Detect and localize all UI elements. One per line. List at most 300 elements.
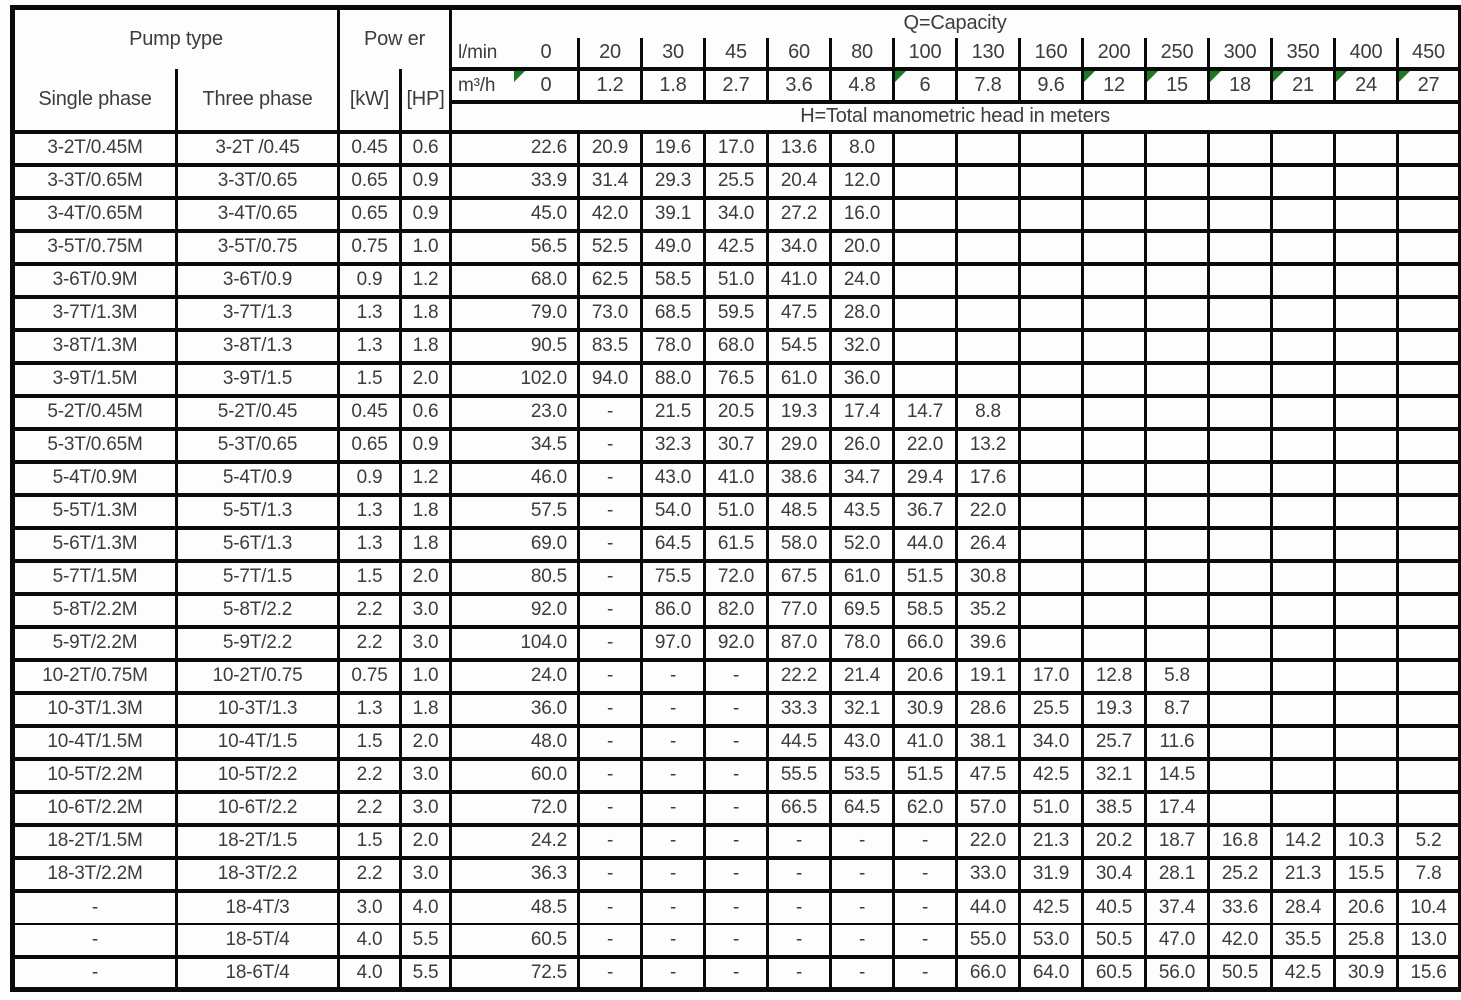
- head-value-cell: [1209, 264, 1272, 297]
- head-value-cell: [1146, 462, 1209, 495]
- head-value-cell: [1398, 726, 1461, 759]
- head-value-cell: [1335, 264, 1398, 297]
- head-value-cell: 32.0: [831, 330, 894, 363]
- hp-cell: 1.8: [401, 495, 451, 528]
- head-value-cell: [1083, 165, 1146, 198]
- head-value-cell: [1146, 396, 1209, 429]
- head-value-cell: 28.6: [957, 693, 1020, 726]
- single-phase-cell: 3-5T/0.75M: [13, 231, 177, 264]
- head-value-cell: [1146, 132, 1209, 165]
- head-value-cell: [1209, 132, 1272, 165]
- head-value-cell: [1209, 396, 1272, 429]
- head-value-cell: [1209, 528, 1272, 561]
- table-row: [13, 759, 1461, 792]
- head-value-cell: 13.2: [957, 429, 1020, 462]
- head-value-cell: -: [768, 858, 831, 891]
- single-phase-cell: 5-4T/0.9M: [13, 462, 177, 495]
- head-value-cell: 50.5: [1083, 924, 1146, 957]
- hp-cell: 1.0: [401, 231, 451, 264]
- head-value-cell: [1020, 297, 1083, 330]
- head-value-cell: 37.4: [1146, 891, 1209, 924]
- head-value-cell: [1209, 231, 1272, 264]
- table-row: [13, 165, 1461, 198]
- head-value-cell: [1146, 363, 1209, 396]
- head-value-cell: 30.9: [1335, 957, 1398, 990]
- head-value-cell: [894, 363, 957, 396]
- head-value-cell: -: [894, 957, 957, 990]
- head-value-cell: [1083, 495, 1146, 528]
- head-value-cell: 39.1: [642, 198, 705, 231]
- m3h-value-cell: [1083, 69, 1146, 102]
- head-value-cell: 50.5: [1209, 957, 1272, 990]
- head-value-cell: 18.7: [1146, 825, 1209, 858]
- head-value-cell: [1083, 132, 1146, 165]
- single-phase-cell: 10-3T/1.3M: [13, 693, 177, 726]
- three-phase-cell: 18-5T/4: [177, 924, 339, 957]
- head-value-cell: [1335, 594, 1398, 627]
- head-value-cell: -: [831, 957, 894, 990]
- head-value-cell: 34.7: [831, 462, 894, 495]
- head-value-cell: [894, 165, 957, 198]
- head-value-cell: [1335, 660, 1398, 693]
- head-value-cell: 10.3: [1335, 825, 1398, 858]
- single-phase-cell: 5-6T/1.3M: [13, 528, 177, 561]
- head-value-cell: 59.5: [705, 297, 768, 330]
- head-value-cell: -: [705, 693, 768, 726]
- single-phase-cell: 18-2T/1.5M: [13, 825, 177, 858]
- head-value-cell: 17.4: [1146, 792, 1209, 825]
- single-phase-cell: 10-6T/2.2M: [13, 792, 177, 825]
- head-value-cell: 35.2: [957, 594, 1020, 627]
- table-row: [13, 264, 1461, 297]
- head-value-cell: [957, 363, 1020, 396]
- m3h-value: 2.7: [722, 73, 750, 96]
- head-value-cell: [1209, 561, 1272, 594]
- head-value-cell: 17.0: [1020, 660, 1083, 693]
- kw-cell: 0.9: [339, 264, 401, 297]
- head-value-cell: 32.1: [1083, 759, 1146, 792]
- table-row: [13, 924, 1461, 957]
- hp-cell: 0.6: [401, 132, 451, 165]
- kw-cell: 0.65: [339, 429, 401, 462]
- table-row: [13, 957, 1461, 990]
- head-value-cell: [1020, 231, 1083, 264]
- head-units-header: H=Total manometric head in meters: [451, 102, 1461, 132]
- head-value-cell: 24.0: [831, 264, 894, 297]
- head-value-cell: 33.9: [451, 165, 579, 198]
- head-value-cell: [1398, 198, 1461, 231]
- head-value-cell: [1209, 330, 1272, 363]
- head-value-cell: 72.5: [451, 957, 579, 990]
- head-value-cell: [1398, 693, 1461, 726]
- head-value-cell: 51.0: [705, 495, 768, 528]
- m3h-zero-value: 0: [540, 73, 552, 96]
- single-phase-header: Single phase: [13, 69, 177, 132]
- m3h-value: 9.6: [1037, 73, 1065, 96]
- head-value-cell: 5.8: [1146, 660, 1209, 693]
- head-value-cell: 22.2: [768, 660, 831, 693]
- head-value-cell: -: [831, 924, 894, 957]
- head-value-cell: [1398, 429, 1461, 462]
- table-row: [13, 660, 1461, 693]
- head-value-cell: 30.8: [957, 561, 1020, 594]
- head-value-cell: [1335, 132, 1398, 165]
- head-value-cell: -: [579, 825, 642, 858]
- three-phase-cell: 5-6T/1.3: [177, 528, 339, 561]
- three-phase-cell: 18-4T/3: [177, 891, 339, 924]
- hp-cell: 0.9: [401, 165, 451, 198]
- head-value-cell: [894, 132, 957, 165]
- head-value-cell: [1020, 528, 1083, 561]
- m3h-value-cell: [1209, 69, 1272, 102]
- kw-cell: 1.3: [339, 693, 401, 726]
- head-value-cell: 36.0: [451, 693, 579, 726]
- head-value-cell: 68.0: [451, 264, 579, 297]
- head-value-cell: [1146, 627, 1209, 660]
- head-value-cell: 12.0: [831, 165, 894, 198]
- head-value-cell: [1272, 561, 1335, 594]
- three-phase-cell: 5-4T/0.9: [177, 462, 339, 495]
- head-value-cell: [894, 198, 957, 231]
- head-value-cell: [1272, 660, 1335, 693]
- single-phase-cell: 5-2T/0.45M: [13, 396, 177, 429]
- head-value-cell: -: [579, 924, 642, 957]
- head-value-cell: [1272, 594, 1335, 627]
- head-value-cell: 22.0: [894, 429, 957, 462]
- single-phase-cell: 3-2T/0.45M: [13, 132, 177, 165]
- head-value-cell: 47.5: [957, 759, 1020, 792]
- head-value-cell: 25.8: [1335, 924, 1398, 957]
- head-value-cell: 88.0: [642, 363, 705, 396]
- head-value-cell: [1146, 429, 1209, 462]
- head-value-cell: 68.5: [642, 297, 705, 330]
- head-value-cell: 24.0: [451, 660, 579, 693]
- single-phase-cell: 5-7T/1.5M: [13, 561, 177, 594]
- head-value-cell: [1398, 264, 1461, 297]
- head-value-cell: [1272, 792, 1335, 825]
- kw-cell: 1.3: [339, 495, 401, 528]
- head-value-cell: -: [642, 693, 705, 726]
- lmin-value-cell: 130: [957, 38, 1020, 69]
- three-phase-cell: 3-6T/0.9: [177, 264, 339, 297]
- head-value-cell: [1083, 528, 1146, 561]
- head-value-cell: [1398, 363, 1461, 396]
- table-row: [13, 495, 1461, 528]
- head-value-cell: 22.6: [451, 132, 579, 165]
- head-value-cell: 22.0: [957, 495, 1020, 528]
- three-phase-cell: 3-8T/1.3: [177, 330, 339, 363]
- head-value-cell: [1335, 693, 1398, 726]
- head-value-cell: [1083, 231, 1146, 264]
- head-value-cell: -: [642, 858, 705, 891]
- head-value-cell: 44.5: [768, 726, 831, 759]
- head-value-cell: -: [705, 924, 768, 957]
- lmin-value-cell: 350: [1272, 38, 1335, 69]
- head-value-cell: -: [831, 825, 894, 858]
- head-value-cell: [1272, 198, 1335, 231]
- head-value-cell: 24.2: [451, 825, 579, 858]
- head-value-cell: [1272, 297, 1335, 330]
- head-value-cell: 36.0: [831, 363, 894, 396]
- head-value-cell: [1272, 726, 1335, 759]
- head-value-cell: 41.0: [768, 264, 831, 297]
- head-value-cell: -: [642, 726, 705, 759]
- head-value-cell: 48.0: [451, 726, 579, 759]
- head-value-cell: 14.5: [1146, 759, 1209, 792]
- head-value-cell: [1020, 165, 1083, 198]
- head-value-cell: [957, 231, 1020, 264]
- m3h-value-cell: [894, 69, 957, 102]
- m3h-value: 1.8: [659, 73, 687, 96]
- hp-cell: 1.0: [401, 660, 451, 693]
- head-value-cell: [894, 297, 957, 330]
- head-value-cell: 43.5: [831, 495, 894, 528]
- head-value-cell: 82.0: [705, 594, 768, 627]
- head-value-cell: -: [831, 858, 894, 891]
- head-value-cell: 52.5: [579, 231, 642, 264]
- head-value-cell: 47.5: [768, 297, 831, 330]
- head-value-cell: 55.5: [768, 759, 831, 792]
- head-value-cell: [1146, 165, 1209, 198]
- head-value-cell: [1398, 528, 1461, 561]
- head-value-cell: 20.9: [579, 132, 642, 165]
- head-value-cell: 15.5: [1335, 858, 1398, 891]
- head-value-cell: 64.0: [1020, 957, 1083, 990]
- single-phase-cell: 5-8T/2.2M: [13, 594, 177, 627]
- head-value-cell: [1083, 561, 1146, 594]
- head-value-cell: [1209, 363, 1272, 396]
- head-value-cell: 55.0: [957, 924, 1020, 957]
- head-value-cell: [1272, 363, 1335, 396]
- kw-cell: 2.2: [339, 858, 401, 891]
- head-value-cell: -: [579, 957, 642, 990]
- head-value-cell: [1398, 165, 1461, 198]
- head-value-cell: 56.5: [451, 231, 579, 264]
- hp-cell: 4.0: [401, 891, 451, 924]
- head-value-cell: [894, 330, 957, 363]
- head-value-cell: 44.0: [894, 528, 957, 561]
- hp-cell: 3.0: [401, 759, 451, 792]
- head-value-cell: 31.9: [1020, 858, 1083, 891]
- head-value-cell: [1335, 363, 1398, 396]
- head-value-cell: [1020, 429, 1083, 462]
- head-value-cell: [1335, 627, 1398, 660]
- single-phase-cell: 3-7T/1.3M: [13, 297, 177, 330]
- head-value-cell: 31.4: [579, 165, 642, 198]
- head-value-cell: [1335, 429, 1398, 462]
- lmin-value-cell: 200: [1083, 38, 1146, 69]
- head-value-cell: 53.5: [831, 759, 894, 792]
- head-value-cell: 13.0: [1398, 924, 1461, 957]
- head-value-cell: [957, 264, 1020, 297]
- head-value-cell: [1083, 330, 1146, 363]
- table-row: [13, 231, 1461, 264]
- head-value-cell: [1020, 132, 1083, 165]
- kw-cell: 1.5: [339, 561, 401, 594]
- head-value-cell: 34.0: [768, 231, 831, 264]
- head-value-cell: [1083, 396, 1146, 429]
- three-phase-cell: 3-5T/0.75: [177, 231, 339, 264]
- table-row: [13, 627, 1461, 660]
- three-phase-cell: 3-9T/1.5: [177, 363, 339, 396]
- head-value-cell: [1020, 363, 1083, 396]
- head-value-cell: -: [768, 924, 831, 957]
- table-row: [13, 858, 1461, 891]
- m3h-value-cell: [1146, 69, 1209, 102]
- table-row: [13, 330, 1461, 363]
- head-value-cell: 16.8: [1209, 825, 1272, 858]
- head-value-cell: -: [894, 825, 957, 858]
- head-value-cell: [1335, 231, 1398, 264]
- head-value-cell: 22.0: [957, 825, 1020, 858]
- head-value-cell: 30.4: [1083, 858, 1146, 891]
- head-value-cell: 86.0: [642, 594, 705, 627]
- head-value-cell: 102.0: [451, 363, 579, 396]
- head-value-cell: 30.7: [705, 429, 768, 462]
- m3h-value: 12: [1103, 73, 1125, 96]
- head-value-cell: [1335, 792, 1398, 825]
- head-value-cell: [1209, 165, 1272, 198]
- table-row: [13, 825, 1461, 858]
- single-phase-cell: 5-9T/2.2M: [13, 627, 177, 660]
- head-value-cell: -: [768, 957, 831, 990]
- three-phase-cell: 5-3T/0.65: [177, 429, 339, 462]
- single-phase-cell: 10-5T/2.2M: [13, 759, 177, 792]
- head-value-cell: -: [705, 792, 768, 825]
- table-row: [13, 891, 1461, 924]
- head-value-cell: -: [579, 429, 642, 462]
- head-value-cell: 72.0: [705, 561, 768, 594]
- m3h-value-cell: [1020, 69, 1083, 102]
- head-value-cell: 66.5: [768, 792, 831, 825]
- head-value-cell: 20.6: [894, 660, 957, 693]
- head-value-cell: [1209, 297, 1272, 330]
- head-value-cell: 42.5: [1020, 891, 1083, 924]
- head-value-cell: [1146, 495, 1209, 528]
- hp-cell: 2.0: [401, 825, 451, 858]
- head-value-cell: 16.0: [831, 198, 894, 231]
- head-value-cell: 51.0: [1020, 792, 1083, 825]
- head-value-cell: 29.4: [894, 462, 957, 495]
- head-value-cell: -: [642, 924, 705, 957]
- three-phase-cell: 5-7T/1.5: [177, 561, 339, 594]
- q-capacity-header: Q=Capacity: [451, 8, 1461, 38]
- head-value-cell: 19.1: [957, 660, 1020, 693]
- head-value-cell: [1272, 330, 1335, 363]
- head-value-cell: 35.5: [1272, 924, 1335, 957]
- head-value-cell: 14.7: [894, 396, 957, 429]
- head-value-cell: [1272, 693, 1335, 726]
- cell-flag-triangle-icon: [1147, 71, 1158, 82]
- head-value-cell: [1398, 627, 1461, 660]
- kw-cell: 0.75: [339, 660, 401, 693]
- head-value-cell: -: [579, 462, 642, 495]
- head-value-cell: 20.4: [768, 165, 831, 198]
- head-value-cell: [1209, 429, 1272, 462]
- head-value-cell: 60.0: [451, 759, 579, 792]
- head-value-cell: [1272, 231, 1335, 264]
- lmin-value-cell: 250: [1146, 38, 1209, 69]
- lmin-value-cell: 300: [1209, 38, 1272, 69]
- single-phase-cell: -: [13, 924, 177, 957]
- head-value-cell: 61.5: [705, 528, 768, 561]
- table-row: [13, 396, 1461, 429]
- head-value-cell: -: [579, 396, 642, 429]
- lmin-value-cell: 30: [642, 38, 705, 69]
- head-value-cell: 47.0: [1146, 924, 1209, 957]
- head-value-cell: [1209, 660, 1272, 693]
- kw-cell: 1.5: [339, 726, 401, 759]
- head-value-cell: 38.1: [957, 726, 1020, 759]
- head-value-cell: 51.0: [705, 264, 768, 297]
- head-value-cell: 62.0: [894, 792, 957, 825]
- table-row: [13, 726, 1461, 759]
- cell-flag-triangle-icon: [1084, 71, 1095, 82]
- pump-capacity-table: [10, 5, 1461, 992]
- head-value-cell: 104.0: [451, 627, 579, 660]
- head-value-cell: 78.0: [831, 627, 894, 660]
- head-value-cell: 28.0: [831, 297, 894, 330]
- head-value-cell: -: [579, 792, 642, 825]
- three-phase-cell: 10-5T/2.2: [177, 759, 339, 792]
- kw-cell: 1.3: [339, 528, 401, 561]
- table-row: [13, 429, 1461, 462]
- head-value-cell: [1272, 759, 1335, 792]
- head-value-cell: 30.9: [894, 693, 957, 726]
- head-value-cell: [1209, 627, 1272, 660]
- head-value-cell: -: [642, 957, 705, 990]
- head-value-cell: [1083, 627, 1146, 660]
- head-value-cell: 44.0: [957, 891, 1020, 924]
- m3h-unit-cell: [451, 69, 579, 102]
- head-value-cell: [1146, 528, 1209, 561]
- head-value-cell: [1398, 495, 1461, 528]
- head-value-cell: 54.5: [768, 330, 831, 363]
- head-value-cell: [1146, 231, 1209, 264]
- head-value-cell: [1398, 792, 1461, 825]
- head-value-cell: 60.5: [1083, 957, 1146, 990]
- head-value-cell: [1398, 330, 1461, 363]
- head-value-cell: 66.0: [894, 627, 957, 660]
- m3h-unit-label: m³/h: [458, 74, 496, 96]
- head-value-cell: 36.7: [894, 495, 957, 528]
- head-value-cell: 7.8: [1398, 858, 1461, 891]
- head-value-cell: [894, 231, 957, 264]
- head-value-cell: 25.5: [705, 165, 768, 198]
- kw-cell: 1.3: [339, 297, 401, 330]
- hp-cell: 5.5: [401, 957, 451, 990]
- head-value-cell: [1398, 660, 1461, 693]
- head-value-cell: [1083, 198, 1146, 231]
- head-value-cell: [1209, 792, 1272, 825]
- head-value-cell: [1020, 495, 1083, 528]
- table-row: [13, 132, 1461, 165]
- head-value-cell: 77.0: [768, 594, 831, 627]
- head-value-cell: 39.6: [957, 627, 1020, 660]
- single-phase-cell: 10-2T/0.75M: [13, 660, 177, 693]
- head-value-cell: -: [705, 825, 768, 858]
- head-value-cell: 20.2: [1083, 825, 1146, 858]
- head-value-cell: 42.5: [1020, 759, 1083, 792]
- head-value-cell: 34.5: [451, 429, 579, 462]
- head-value-cell: -: [579, 759, 642, 792]
- hp-cell: 1.8: [401, 330, 451, 363]
- head-value-cell: 33.3: [768, 693, 831, 726]
- head-value-cell: [1083, 462, 1146, 495]
- head-value-cell: 92.0: [705, 627, 768, 660]
- head-value-cell: 12.8: [1083, 660, 1146, 693]
- m3h-value: 18: [1229, 73, 1251, 96]
